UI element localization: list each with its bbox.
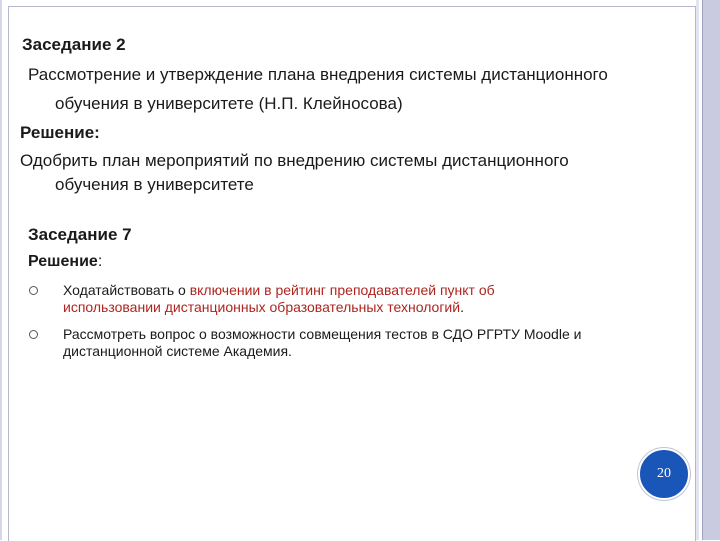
page-number-badge: 20 [638, 448, 690, 500]
decision1-heading: Решение: [20, 123, 100, 142]
bullet1-line2 [63, 299, 464, 316]
bullet1-line1 [63, 282, 495, 299]
session7-decision [28, 253, 102, 271]
bullet1-line2-highlight: использовании дистанционных образовательных технологий [63, 299, 461, 315]
right-edge-bar [703, 0, 720, 540]
bullet1-line1-normal: Ходатайствовать о [63, 282, 190, 298]
decision1-line2: обучения в университете [55, 175, 254, 194]
slide-frame [8, 6, 696, 541]
session2-heading: Заседание 2 [22, 35, 126, 54]
session7-heading: Заседание 7 [28, 225, 132, 244]
session2-line2: обучения в университете (Н.П. Клейносова) [55, 94, 403, 113]
right-stripe [696, 0, 699, 540]
bullet-circle-icon [29, 286, 38, 295]
bullet1-line2-end: . [460, 299, 464, 315]
session7-decision-colon: : [97, 253, 103, 270]
bullet-circle-icon [29, 330, 38, 339]
bullet2-line1: Рассмотреть вопрос о возможности совмещения тестов в СДО РГРТУ Moodle и [63, 326, 582, 342]
left-edge-bar [0, 0, 2, 540]
bullet1-line1-highlight: включении в рейтинг преподавателей пункт об [189, 282, 495, 298]
session7-decision-label: Решение [28, 253, 98, 270]
bullet2-line2: дистанционной системе Академия. [63, 343, 292, 359]
session2-line1: Рассмотрение и утверждение плана внедрения системы дистанционного [28, 65, 608, 84]
decision1-line1: Одобрить план мероприятий по внедрению системы дистанционного [20, 151, 569, 170]
